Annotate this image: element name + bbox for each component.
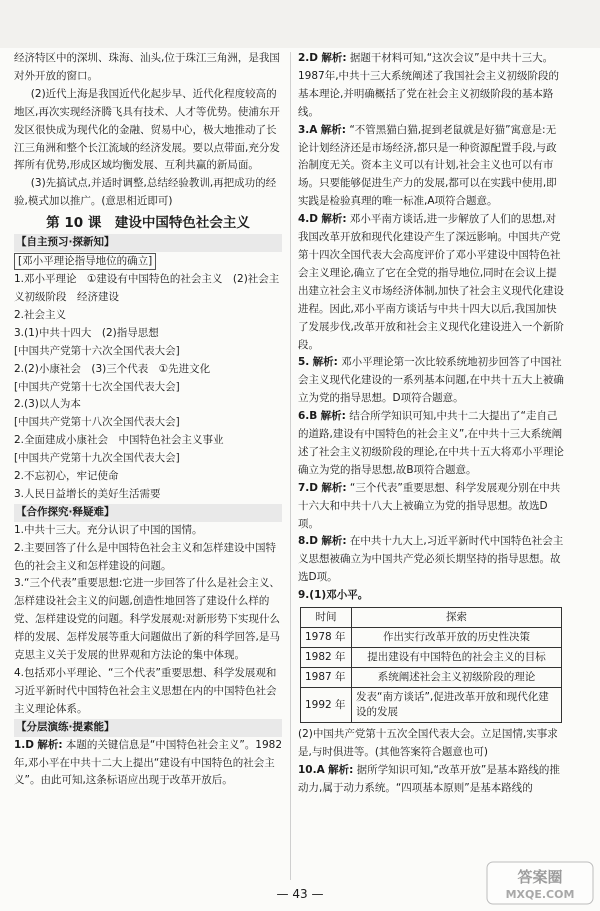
practice-answer-9-part-2: (2)中国共产党第十五次全国代表大会。立足国情,实事求是,与时俱进等。(其他答案符合题意也可) [298,728,558,758]
analysis-text: 邓小平南方谈话,进一步解放了人们的思想,对我国改革开放和现代化建设产生了深远影响。中国共产党第十四次全国代表大会高度评价了邓小平建设中国特色社会主义理论,确立了它在全党的指导地位,同时在会议上提出建立社会主义市场经济体制,加快了社会主义现代化建设进程。因此,邓小平南方谈话与中共十四大以后,我国加快了发展步伐,改革开放和社会主义现代化建设进入一个新阶段。 [298,213,564,351]
answer-line: 2.社会主义 [14,308,67,321]
analysis-text: 在中共十九大上,习近平新时代中国特色社会主义思想被确立为中国共产党必须长期坚持的指导思想。故选D项。 [298,535,564,584]
answer-line: 2.(2)小康社会 (3)三个代表 ①先进文化 [14,362,211,375]
analysis-label: 解析: [328,763,354,776]
answer-line: 3.(1)中共十四大 (2)指导思想 [14,326,159,339]
explore-answer: 2.主要回答了什么是中国特色社会主义和怎样建设中国特色的社会主义和怎样建设的问题。 [14,541,277,572]
explore-answer: 3.“三个代表”重要思想:它进一步回答了什么是社会主义、怎样建设社会主义的问题,创造性地回答了建设什么样的党、怎样建设党的问题。科学发展观:对新形势下实现什么样的发展、怎样发展等重大问题做出了新的科学回答,是马克思主义关于发展的世界观和方法论的集中体现。 [14,577,281,662]
table-cell-explore: 提出建设有中国特色的社会主义的目标 [352,648,562,668]
analysis-label: 解析: [320,410,346,423]
left-column [14,50,282,790]
section-header-explore: 【合作探究·释疑难】 [14,504,282,522]
lesson-title: 第 10 课 建设中国特色社会主义 [46,215,250,232]
analysis-text: 结合所学知识可知,中共十二大提出了“走自己的道路,建设有中国特色的社会主义”,在中共十三大系统阐述了社会主义初级阶段的理论,在中共十五大将邓小平理论确立为党的指导思想,故B项符合题意。 [298,410,564,476]
answer-number: 7.D [298,481,319,494]
analysis-label: 解析: [321,481,347,494]
answer-number: 3.A [298,123,318,136]
subsection-17th-congress: [中国共产党第十七次全国代表大会] [14,380,180,393]
practice-answer-6 [298,408,564,480]
analysis-label: 解析: [312,356,338,369]
table-header-row [301,608,562,628]
intro-paragraph-1: 经济特区中的深圳、珠海、汕头,位于珠江三角洲，是我国对外开放的窗口。 [14,52,280,82]
table-cell-explore: 作出实行改革开放的历史性决策 [352,628,562,648]
table-header-time: 时间 [301,608,352,628]
answer-number: 10.A [298,763,325,776]
right-column [298,50,564,798]
table-cell-time: 1992 年 [301,688,352,723]
analysis-label: 解析: [321,52,347,64]
watermark-logo [485,860,595,906]
answer-number: 2.D [298,52,319,64]
table-row [301,648,562,668]
table-cell-time: 1978 年 [301,628,352,648]
table-cell-time: 1987 年 [301,668,352,688]
answer-line: 2.(3)以人为本 [14,398,81,411]
analysis-text: 邓小平理论第一次比较系统地初步回答了中国社会主义现代化建设的一系列基本问题,在中共十五大上被确立为党的指导思想。D项符合题意。 [298,356,564,405]
practice-answer-4 [298,211,564,354]
table-header-explore: 探索 [352,608,562,628]
practice-answer-10 [298,762,564,798]
table-row [301,688,562,723]
svg-text:MXQE.COM: MXQE.COM [505,888,575,901]
intro-paragraph-3: (3)先搞试点,并适时调整,总结经验教训,再把成功的经验,模式加以推广。(意思相近即可) [14,177,277,208]
answer-number: 8.D [298,535,319,548]
answer-line: 3.人民日益增长的美好生活需要 [14,487,161,500]
analysis-text: 据所学知识可知,“改革开放”是基本路线的推动力,属于动力系统。“四项基本原则”是基本路线的 [298,763,560,794]
practice-answer-9: 9.(1)邓小平。 [298,589,369,602]
answer-number: 5. [298,356,310,369]
table-cell-time: 1982 年 [301,648,352,668]
answer-number: 1.D [14,738,35,751]
practice-answer-1 [14,737,282,791]
practice-answer-7 [298,480,564,534]
scan-top-margin [0,0,600,48]
practice-answer-5 [298,354,564,408]
analysis-text: “三个代表”重要思想、科学发展观分别在中共十六大和中共十八大上被确立为党的指导思想。故选D项。 [298,481,561,530]
subsection-16th-congress: [中国共产党第十六次全国代表大会] [14,344,180,357]
answer-number: 6.B [298,410,318,423]
analysis-label: 解析: [37,738,63,751]
practice-answer-3 [298,122,564,212]
analysis-label: 解析: [321,213,347,226]
practice-answer-2 [298,50,564,122]
analysis-label: 解析: [320,123,346,136]
subsection-18th-congress: [中国共产党第十八次全国代表大会] [14,416,180,429]
answer-line: 1.邓小平理论 ①建设有中国特色的社会主义 (2)社会主义初级阶段 经济建设 [14,273,280,303]
svg-text:答案圈: 答案圈 [517,868,563,886]
page-number: — 43 — [276,887,324,901]
analysis-label: 解析: [321,535,347,548]
analysis-text: “不管黑猫白猫,捉到老鼠就是好猫”寓意是:无论计划经济还是市场经济,都只是一种资源配置手段,与政治制度无关。资本主义可以有计划,社会主义也可以有市场。只要能够促进生产力的发展,都可以在实践中使用,即实践是检验真理的唯一标准,A项符合题意。 [298,123,557,208]
section-header-practice: 【分层演练·提素能】 [14,719,282,737]
table-row [301,668,562,688]
table-row [301,628,562,648]
subsection-19th-congress: [中国共产党第十九次全国代表大会] [14,452,180,465]
intro-paragraph-2: (2)近代上海是我国近代化起步早、近代化程度较高的地区,再次实现经济腾飞具有技术、人才等优势。使浦东开发区很快成为现代化的金融、贸易中心，极大地推动了长江三角洲和整个长江流域的经济发展。要以点带面,充分发挥所有优势,形成区域均衡发展、互利共赢的新局面。 [14,87,280,172]
subsection-deng-theory: [邓小平理论指导地位的确立] [14,253,156,270]
analysis-text: 本题的关键信息是“中国特色社会主义”。1982年,邓小平在中共十二大上提出“建设有中国特色的社会主义”。由此可知,这条标语应出现于改革开放后。 [14,738,283,787]
table-cell-explore: 发表“南方谈话”,促进改革开放和现代化建设的发展 [352,688,562,723]
answer-number: 4.D [298,213,319,226]
analysis-text: 据题干材料可知,“这次会议”是中共十三大。1987年,中共十三大系统阐述了我国社会主义初级阶段的基本理论,并明确概括了党在社会主义初级阶段的基本路线。 [298,52,560,118]
table-cell-explore: 系统阐述社会主义初级阶段的理论 [352,668,562,688]
explore-answer: 1.中共十三大。充分认识了中国的国情。 [14,523,203,536]
section-header-preview: 【自主预习·探新知】 [14,234,282,252]
deng-exploration-table [300,607,562,723]
explore-answer: 4.包括邓小平理论、“三个代表”重要思想、科学发展观和习近平新时代中国特色社会主义思想在内的中国特色社会主义理论体系。 [14,667,277,715]
answer-line: 2.全面建成小康社会 中国特色社会主义事业 [14,434,224,447]
practice-answer-8 [298,533,564,587]
column-divider [290,52,291,880]
answer-line: 2.不忘初心，牢记使命 [14,470,119,483]
